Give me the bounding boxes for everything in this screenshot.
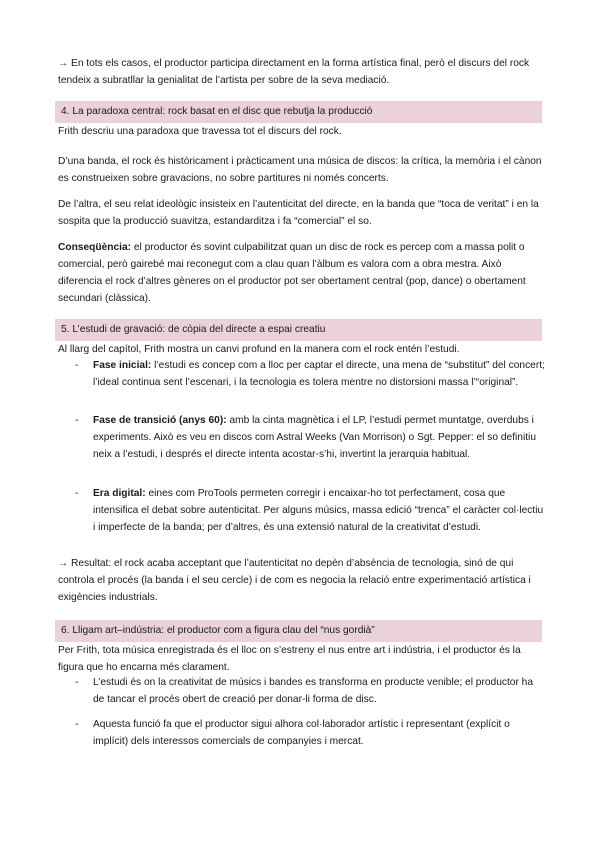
section-6-intro: Per Frith, tota música enregistrada és el lloc on s’estreny el nus entre art i indústria, i el productor és la figura que ho encarna més clarament. — [58, 645, 521, 673]
section-4-paragraph-1: Frith descriu una paradoxa que travessa tot el discurs del rock. — [58, 126, 342, 137]
list-dash: - — [75, 488, 79, 499]
list-dash: - — [75, 360, 79, 371]
section-5-intro: Al llarg del capítol, Frith mostra un canvi profund en la manera com el rock entén l’estudi. — [58, 344, 460, 355]
list-item-text: L’estudi és on la creativitat de músics i bandes es transforma en producte venible; el productor ha de tancar el procés obert de creació per donar-li forma de disc. — [93, 677, 534, 705]
consequence-label: Conseqüència: — [58, 242, 132, 253]
list-item-label: Fase de transició (anys 60): — [93, 415, 227, 426]
list-item-label: Era digital: — [93, 488, 146, 499]
list-dash: - — [75, 415, 79, 426]
list-item-text: l’estudi es concep com a lloc per captar el directe, una mena de “substitut” del concert; l’ideal continua sent l’escenari, i la tecnologia es tolera mentre no distorsioni massa l’“original”. — [93, 360, 545, 388]
intro-paragraph: → En tots els casos, el productor participa directament en la forma artística final, però el discurs del rock tendeix a subratllar la genialitat de l’artista per sobre de la seva mediació. — [58, 58, 530, 86]
section-4-heading: 4. La paradoxa central: rock basat en el disc que rebutja la producció — [55, 101, 542, 123]
list-item-text: amb la cinta magnètica i el LP, l’estudi permet muntatge, overdubs i experiments. Això es veu en discos com Astral Weeks (Van Morrison) o Sgt. Pepper: el so definitiu neix a l’estudi, i després el directe intenta acostar-s’hi, invertint la jerarquia habitual. — [93, 415, 536, 460]
list-dash: - — [75, 719, 79, 730]
list-item-text: eines com ProTools permeten corregir i encaixar-ho tot perfectament, cosa que intensifica el debat sobre autenticitat. Per alguns músics, massa edició “trenca” el caràcter col·lectiu i imperfecte de la banda; per d’altres, és una extensió natural de la creativitat d’estudi. — [93, 488, 544, 533]
list-item — [75, 485, 545, 536]
list-item-label: Fase inicial: — [93, 360, 152, 371]
list-item — [75, 357, 545, 391]
list-item-text: Aquesta funció fa que el productor sigui alhora col·laborador artístic i representant (explícit o implícit) dels interessos comercials de companyies i mercat. — [93, 719, 510, 747]
section-4-paragraph-2: D’una banda, el rock és històricament i pràcticament una música de discos: la crítica, la memòria i el cànon es construeixen sobre gravacions, no sobre partitures ni només concerts. — [58, 156, 542, 184]
section-5-result: → Resultat: el rock acaba acceptant que l’autenticitat no depèn d’absència de tecnologia, sinó de qui controla el procés (la banda i el seu cercle) i de com es negocia la relació entre experimentació artística i exigències industrials. — [58, 558, 531, 603]
section-5-heading: 5. L’estudi de gravació: de còpia del directe a espai creatiu — [55, 319, 542, 341]
section-4-paragraph-4 — [58, 239, 544, 307]
section-4-paragraph-3: De l’altra, el seu relat ideològic insisteix en l’autenticitat del directe, en la banda que “toca de veritat” i en la sospita que la producció suavitza, estandarditza i fa “comercial” el so. — [58, 199, 539, 227]
list-item — [75, 716, 545, 750]
section-6-heading: 6. Lligam art–indústria: el productor com a figura clau del “nus gordià” — [55, 620, 542, 642]
list-dash: - — [75, 677, 79, 688]
list-item — [75, 674, 545, 708]
consequence-text: el productor és sovint culpabilitzat quan un disc de rock es percep com a massa polit o comercial, però gairebé mai reconegut com a clau quan l’àlbum es valora com a obra mestra. Això diferencia el rock d’altres gèneres on el productor pot ser obertament central (pop, dance) o obertament secundari (clàssica). — [58, 242, 526, 304]
list-item — [75, 412, 545, 463]
